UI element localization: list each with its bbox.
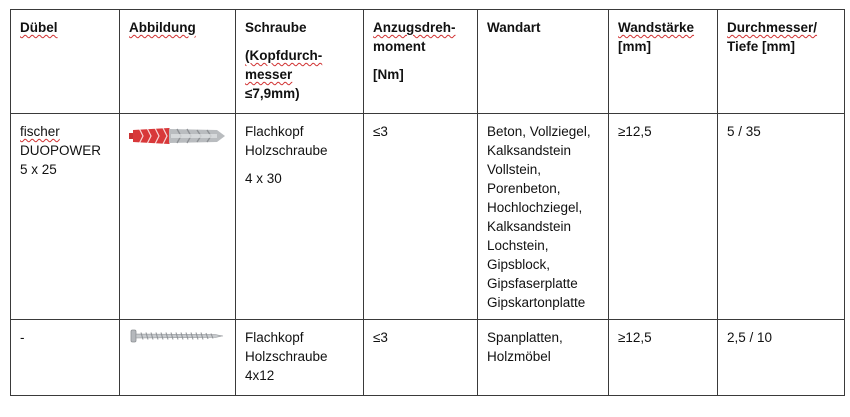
header-spacer [373, 56, 470, 65]
cell-text-line: Gipsfaserplatte [487, 276, 578, 291]
header-wandart [478, 10, 609, 114]
header-text-line: Tiefe [mm] [727, 39, 796, 54]
header-spacer [245, 37, 356, 46]
header-text-line: Anzugsdreh- [373, 20, 456, 35]
table-row [11, 320, 845, 396]
cell-text-line: Holzschraube [245, 143, 328, 158]
cell-durchmesser: 5 / 35 [718, 114, 845, 320]
cell-abbildung [120, 320, 236, 396]
cell-text-line: DUOPOWER [20, 143, 101, 158]
specification-table [10, 9, 845, 396]
cell-text-line: 5 x 25 [20, 162, 57, 177]
cell-spacer [245, 160, 356, 169]
red-wall-plug-image [129, 124, 227, 148]
header-text-line: Dübel [20, 20, 58, 35]
cell-duebel [11, 114, 120, 320]
cell-text-line: Hochlochziegel, [487, 200, 583, 215]
header-text-line: Schraube [245, 20, 307, 35]
cell-text-line: Vollstein, [487, 162, 542, 177]
header-text-line: (Kopfdurch- [245, 48, 323, 63]
cell-text-line: Kalksandstein [487, 219, 572, 234]
cell-text-line: Flachkopf [245, 330, 304, 345]
header-text-line: Abbildung [129, 20, 196, 35]
cell-text-line: Flachkopf [245, 124, 304, 139]
header-text-line: ≤7,9mm) [245, 86, 300, 101]
cell-wandart [478, 114, 609, 320]
cell-text-line: - [20, 330, 25, 345]
header-anzugsdrehmoment [364, 10, 478, 114]
table-row [11, 114, 845, 320]
header-duebel [11, 10, 120, 114]
cell-abbildung [120, 114, 236, 320]
cell-text-line: Lochstein, [487, 238, 549, 253]
cell-text-line: Holzschraube [245, 349, 328, 364]
cell-text-line: Spanplatten, [487, 330, 563, 345]
cell-drehmoment: ≤3 [364, 320, 478, 396]
header-text-line: Wandstärke [618, 20, 695, 35]
cell-text-line: Gipsblock, [487, 257, 551, 272]
cell-text-line: fischer [20, 124, 60, 139]
header-durchmesser-tiefe [718, 10, 845, 114]
cell-wandstaerke: ≥12,5 [609, 320, 718, 396]
header-schraube [236, 10, 364, 114]
cell-wandart [478, 320, 609, 396]
cell-duebel [11, 320, 120, 396]
cell-text-line: 4 x 30 [245, 171, 282, 186]
cell-text-line: Kalksandstein [487, 143, 572, 158]
cell-schraube [236, 114, 364, 320]
header-row [11, 10, 845, 114]
wood-screw-image [129, 329, 225, 343]
cell-text-line: Holzmöbel [487, 349, 551, 364]
cell-text-line: Beton, Vollziegel, [487, 124, 591, 139]
cell-text-line: Gipskartonplatte [487, 295, 586, 310]
cell-text-line: 4x12 [245, 368, 275, 383]
header-wandstaerke [609, 10, 718, 114]
cell-schraube [236, 320, 364, 396]
cell-durchmesser: 2,5 / 10 [718, 320, 845, 396]
header-abbildung [120, 10, 236, 114]
cell-drehmoment: ≤3 [364, 114, 478, 320]
cell-wandstaerke: ≥12,5 [609, 114, 718, 320]
header-text-line: messer [245, 67, 293, 82]
header-text-line: Wandart [487, 20, 541, 35]
header-text-line: moment [373, 39, 426, 54]
header-text-line: [Nm] [373, 67, 404, 82]
cell-text-line: Porenbeton, [487, 181, 561, 196]
header-text-line: [mm] [618, 39, 651, 54]
header-text-line: Durchmesser/ [727, 20, 818, 35]
